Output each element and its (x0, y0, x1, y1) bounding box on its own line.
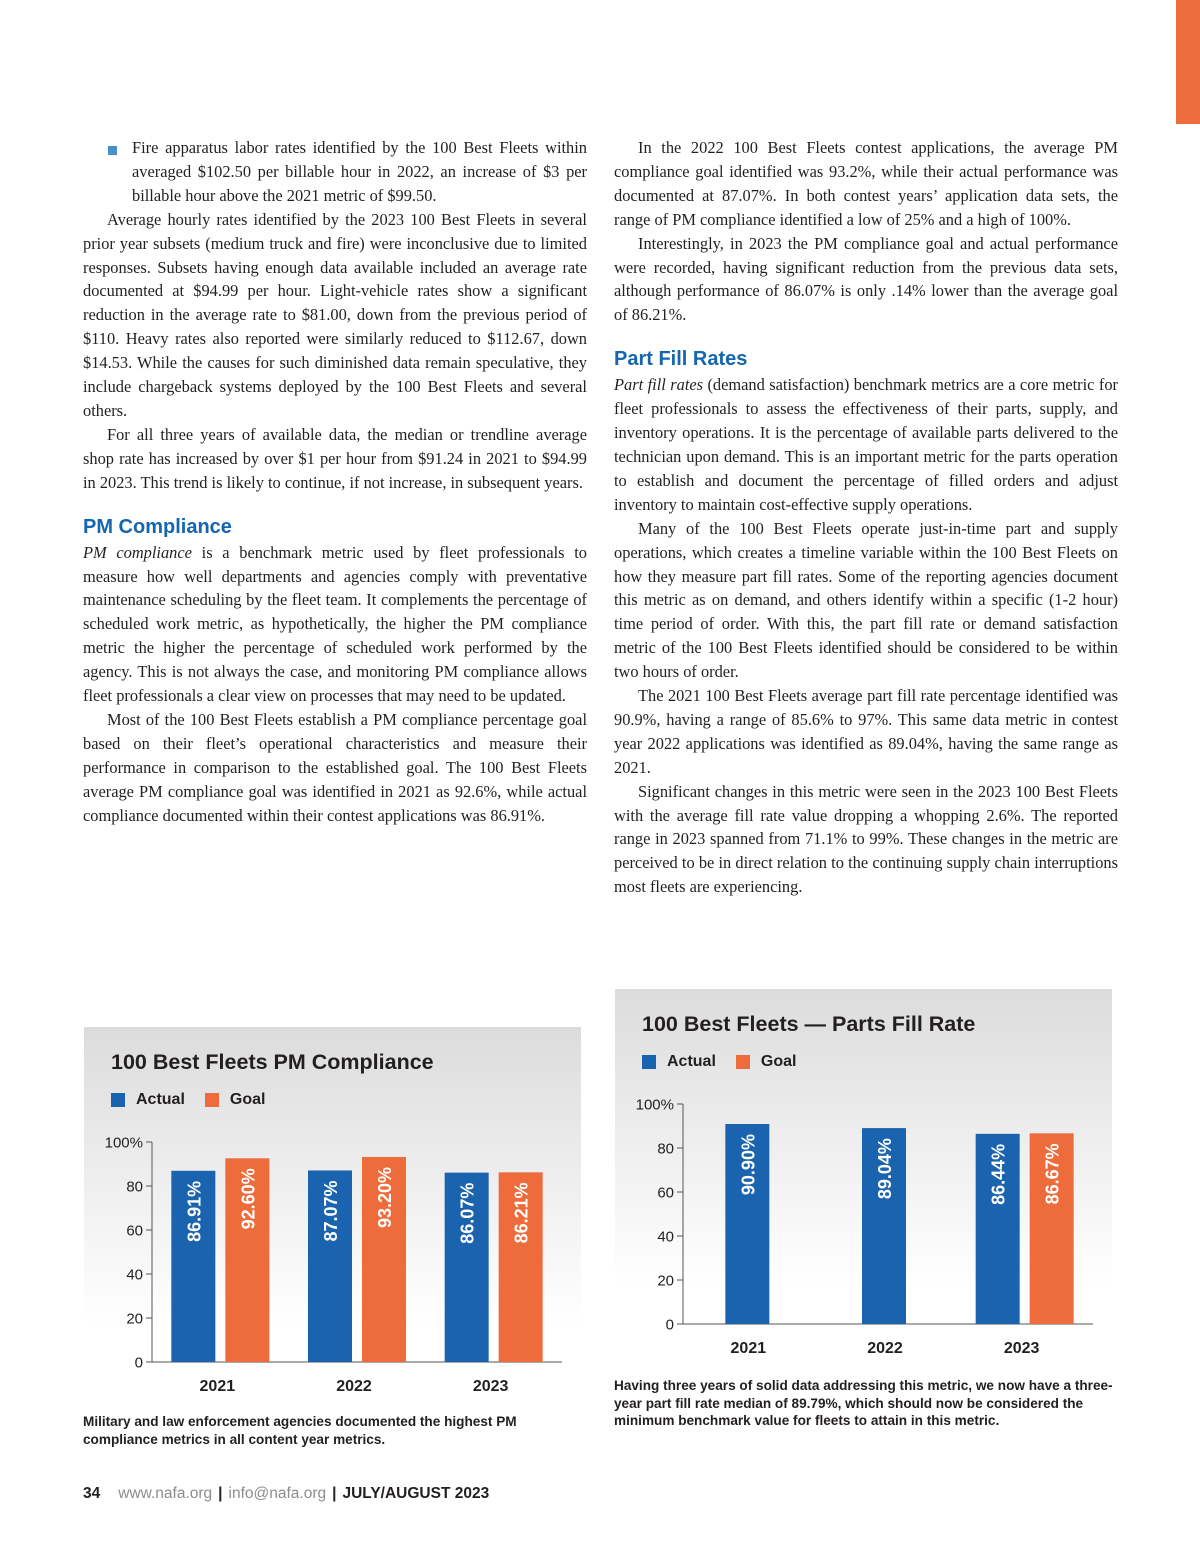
bar-value-label: 86.44% (988, 1143, 1009, 1205)
bar-value-label: 86.67% (1042, 1143, 1063, 1205)
legend-goal: Goal (736, 1053, 797, 1071)
section-heading-pm-compliance: PM Compliance (83, 515, 232, 538)
page-footer (83, 1485, 489, 1503)
parts-fill-rate-chart-svg (615, 989, 1112, 1362)
y-tick-label: 80 (657, 1140, 674, 1158)
bar-value-label: 90.90% (738, 1134, 759, 1196)
bar-value-label: 86.21% (511, 1182, 532, 1244)
y-tick-label: 80 (126, 1178, 143, 1196)
paragraph: Many of the 100 Best Fleets operate just-in-time part and supply operations, which creates a timeline variable within the 100 Best Fleets on how they measure part fill rates. Some of the reporting agencies document this metric as on demand, and others identify within a specific (1-2 hour) time period of order. With this, the part fill rate or demand satisfaction metric of the 100 Best Fleets identified should be considered to be within two hours of order. (614, 518, 1118, 682)
y-tick-label: 0 (665, 1316, 674, 1334)
bar-value-label: 89.04% (875, 1138, 895, 1200)
y-tick-label: 100% (635, 1096, 674, 1114)
y-tick-label: 40 (657, 1228, 674, 1246)
chart-legend (111, 1091, 285, 1109)
chart-title: 100 Best Fleets — Parts Fill Rate (642, 1012, 976, 1036)
paragraph: The 2021 100 Best Fleets average part fill rate percentage identified was 90.9%, having a range of 85.6% to 97%. This same data metric in contest year 2022 applications was identified as 89.04%, having the same range as 2021. (614, 686, 1118, 777)
chart-legend (642, 1053, 816, 1071)
x-category-label: 2021 (199, 1378, 236, 1395)
page-number: 34 (83, 1485, 101, 1502)
pm-compliance-caption: Military and law enforcement agencies documented the highest PM compliance metrics in all content year metrics. (83, 1414, 517, 1447)
y-tick-label: 40 (126, 1266, 143, 1284)
paragraph: Most of the 100 Best Fleets establish a PM compliance percentage goal based on their fleet’s operational characteristics and measure their performance in comparison to the established goal. The 100 Best Fleets average PM compliance goal was identified in 2021 as 92.6%, while actual compliance documented within their contest applications was 86.91%. (83, 709, 587, 825)
bar-value-label: 87.07% (321, 1180, 341, 1242)
y-tick-label: 60 (126, 1222, 143, 1240)
email-link[interactable]: info@nafa.org (228, 1485, 327, 1502)
paragraph: Part fill rates (demand satisfaction) benchmark metrics are a core metric for fleet professionals to assess the effectiveness of their parts, supply, and inventory operations. It is the percentage of available parts delivered to the technician upon demand. This is an important metric for the parts operation to establish and document the percentage of filled orders and adjust inventory to maintain cost-effective supply operations. (614, 375, 1118, 514)
y-tick-label: 20 (657, 1272, 674, 1290)
x-category-label: 2023 (1003, 1340, 1040, 1357)
term-emphasis: PM compliance (83, 542, 192, 562)
website-link[interactable]: www.nafa.org (118, 1485, 213, 1502)
bar-value-label: 86.91% (184, 1180, 205, 1242)
pm-compliance-chart-svg (84, 1027, 581, 1400)
legend-swatch-actual (111, 1093, 125, 1107)
bar-value-label: 86.07% (457, 1182, 478, 1244)
legend-swatch-actual (642, 1055, 656, 1069)
left-column (83, 136, 587, 827)
issue-date: JULY/AUGUST 2023 (342, 1485, 490, 1502)
legend-actual: Actual (111, 1091, 185, 1109)
paragraph: Interestingly, in 2023 the PM compliance goal and actual performance were recorded, having significant reduction from the previous data sets, although performance of 86.07% is only .14% lower than the average goal of 86.21%. (614, 233, 1118, 325)
legend-actual: Actual (642, 1053, 716, 1071)
term-emphasis: Part fill rates (614, 375, 704, 395)
paragraph: Average hourly rates identified by the 2023 100 Best Fleets in several prior year subsets (medium truck and fire) were inconclusive due to limited responses. Subsets having enough data available included an average rate documented at $94.99 per hour. Light-vehicle rates show a significant reduction in the average rate to $81.00, down from the previous period of $110. Heavy rates also reported were similarly reduced to $112.67, down $14.53. While the causes for such diminished data remain speculative, they include chargeback systems deployed by the 100 Best Fleets and several others. (83, 209, 587, 420)
y-tick-label: 20 (126, 1310, 143, 1328)
footer-separator: | (218, 1485, 223, 1502)
x-category-label: 2023 (472, 1378, 509, 1395)
paragraph: Significant changes in this metric were seen in the 2023 100 Best Fleets with the average fill rate value dropping a whopping 2.6%. The reported range in 2023 spanned from 71.1% to 99%. These changes in the metric are perceived to be in direct relation to the continuing supply chain interruptions most fleets are experiencing. (614, 781, 1118, 897)
x-category-label: 2022 (336, 1378, 372, 1395)
right-column (614, 136, 1118, 899)
y-tick-label: 100% (104, 1134, 143, 1152)
footer-separator: | (332, 1485, 337, 1502)
section-tab (1176, 0, 1200, 124)
chart-title: 100 Best Fleets PM Compliance (111, 1050, 434, 1074)
pm-compliance-chart (84, 1027, 581, 1400)
section-heading-part-fill-rates: Part Fill Rates (614, 348, 748, 371)
bullet-square-icon (108, 146, 117, 155)
bullet-item: Fire apparatus labor rates identified by the 100 Best Fleets within averaged $102.50 per billable hour in 2022, an increase of $3 per billable hour above the 2021 metric of $99.50. (83, 136, 587, 208)
paragraph: For all three years of available data, the median or trendline average shop rate has increased by over $1 per hour from $91.24 in 2021 to $94.99 in 2023. This trend is likely to continue, if not increase, in subsequent years. (83, 424, 587, 492)
paragraph: In the 2022 100 Best Fleets contest applications, the average PM compliance goal identified was 93.2%, while their actual performance was documented at 87.07%. In both contest years’ application data sets, the range of PM compliance identified a low of 25% and a high of 100%. (614, 138, 1118, 229)
bar-value-label: 93.20% (375, 1166, 395, 1229)
y-tick-label: 0 (134, 1354, 143, 1372)
y-tick-label: 60 (657, 1184, 674, 1202)
x-category-label: 2021 (730, 1340, 767, 1357)
x-category-label: 2022 (867, 1340, 903, 1357)
legend-swatch-goal (205, 1093, 219, 1107)
parts-fill-rate-chart (615, 989, 1112, 1362)
parts-fill-rate-caption: Having three years of solid data addressing this metric, we now have a three-year part fill rate median of 89.79%, which should now be considered the minimum benchmark value for fleets to attain in this metric. (614, 1378, 1113, 1428)
legend-swatch-goal (736, 1055, 750, 1069)
bar-value-label: 92.60% (238, 1168, 259, 1230)
legend-goal: Goal (205, 1091, 266, 1109)
paragraph: PM compliance is a benchmark metric used by fleet professionals to measure how well departments and agencies comply with preventative maintenance scheduling by the fleet team. It complements the percentage of scheduled work metric, as hypothetically, the higher the PM compliance metric the higher the percentage of scheduled work performed by the agency. This is not always the case, and monitoring PM compliance allows fleet professionals a clear view on processes that may need to be updated. (83, 542, 587, 706)
